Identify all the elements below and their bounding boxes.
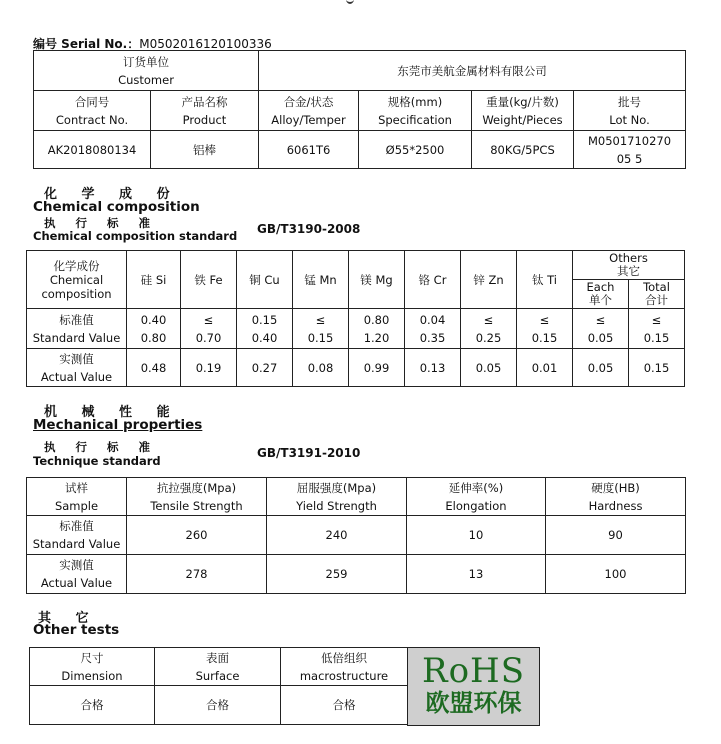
hardness-std: 90 <box>546 516 686 555</box>
chem-label-cell: 化学成份 Chemical composition <box>27 251 127 309</box>
chem-actual-cell: 0.99 <box>349 349 405 387</box>
macrostructure-value: 合格 <box>281 686 408 725</box>
element-ti: 钛 Ti <box>517 251 573 309</box>
customer-zh: 订货单位 <box>123 54 169 69</box>
chem-std-cell: ≤ 0.15 <box>629 309 685 349</box>
element-mg: 镁 Mg <box>349 251 405 309</box>
element-mn: 锰 Mn <box>293 251 349 309</box>
chem-std-cell: ≤ 0.15 <box>517 309 573 349</box>
chem-actual-cell: 0.01 <box>517 349 573 387</box>
element-fe: 铁 Fe <box>181 251 237 309</box>
element-cu: 铜 Cu <box>237 251 293 309</box>
hardness-header: 硬度(HB) Hardness <box>546 478 686 516</box>
other-title-en: Other tests <box>33 622 120 638</box>
chem-std-cell: 0.80 1.20 <box>349 309 405 349</box>
chem-actual-cell: 0.08 <box>293 349 349 387</box>
surface-header: 表面 Surface <box>155 648 281 686</box>
chem-std-cell: ≤ 0.15 <box>293 309 349 349</box>
sample-header: 试样 Sample <box>27 478 127 516</box>
mech-title-zh: 机 械 性 能 <box>44 405 180 420</box>
dimension-header: 尺寸 Dimension <box>30 648 155 686</box>
rohs-zh-text: 欧盟环保 <box>425 689 522 717</box>
chem-std-cell: 0.15 0.40 <box>237 309 293 349</box>
chem-actual-cell: 0.05 <box>573 349 629 387</box>
yield-std: 240 <box>267 516 407 555</box>
rohs-text: RoHS <box>421 651 525 691</box>
chem-std-cell: ≤ 0.70 <box>181 309 237 349</box>
element-si: 硅 Si <box>127 251 181 309</box>
chem-actual-cell: 0.05 <box>461 349 517 387</box>
chem-actual-cell: 0.48 <box>127 349 181 387</box>
serial-label: 编号 Serial No.： <box>33 37 140 51</box>
spec-value: Ø55*2500 <box>359 131 472 169</box>
other-table <box>29 647 408 725</box>
weight-value: 80KG/5PCS <box>472 131 574 169</box>
info-table <box>33 50 686 169</box>
dimension-value: 合格 <box>30 686 155 725</box>
chem-title-en: Chemical composition <box>33 199 200 215</box>
customer-en: Customer <box>118 72 174 87</box>
chem-title-zh: 化 学 成 份 <box>44 187 180 202</box>
hardness-actual: 100 <box>546 555 686 594</box>
chem-std-en: Chemical composition standard <box>33 229 238 243</box>
mech-actual-label: 实测值 Actual Value <box>27 555 127 594</box>
mech-std-label: 标准值 Standard Value <box>27 516 127 555</box>
elongation-header: 延伸率(%) Elongation <box>407 478 546 516</box>
chem-actual-label: 实测值 Actual Value <box>27 349 127 387</box>
chem-actual-cell: 0.15 <box>629 349 685 387</box>
yield-actual: 259 <box>267 555 407 594</box>
tensile-std: 260 <box>127 516 267 555</box>
each-header: Each 单个 <box>573 280 629 309</box>
chem-std-cell: 0.40 0.80 <box>127 309 181 349</box>
mech-table <box>26 477 686 594</box>
chem-actual-cell: 0.27 <box>237 349 293 387</box>
chem-actual-cell: 0.13 <box>405 349 461 387</box>
tensile-header: 抗拉强度(Mpa) Tensile Strength <box>127 478 267 516</box>
chem-actual-cell: 0.19 <box>181 349 237 387</box>
mech-std-en: Technique standard <box>33 454 161 468</box>
surface-value: 合格 <box>155 686 281 725</box>
chem-std-label: 标准值 Standard Value <box>27 309 127 349</box>
macrostructure-header: 低倍组织 macrostructure <box>281 648 408 686</box>
other-title-zh: 其 它 <box>38 611 99 626</box>
mech-std-zh: 执 行 标 准 <box>44 440 159 454</box>
alloy-value: 6061T6 <box>259 131 359 169</box>
chem-std-cell: ≤ 0.05 <box>573 309 629 349</box>
product-header: 产品名称 Product <box>151 91 259 131</box>
chem-std-cell: 0.04 0.35 <box>405 309 461 349</box>
chem-actual-row <box>27 349 685 387</box>
mech-title-en: Mechanical properties <box>33 417 203 433</box>
chem-table <box>26 250 685 387</box>
mech-std-value: GB/T3191-2010 <box>257 446 361 460</box>
alloy-header: 合金/状态 Alloy/Temper <box>259 91 359 131</box>
customer-value: 东莞市美航金属材料有限公司 <box>259 51 686 91</box>
element-zn: 锌 Zn <box>461 251 517 309</box>
tensile-actual: 278 <box>127 555 267 594</box>
chem-std-row <box>27 309 685 349</box>
customer-label-cell <box>34 51 259 91</box>
contract-header: 合同号 Contract No. <box>34 91 151 131</box>
serial-value: M0502016120100336 <box>139 37 272 51</box>
elongation-actual: 13 <box>407 555 546 594</box>
total-header: Total 合计 <box>629 280 685 309</box>
elongation-std: 10 <box>407 516 546 555</box>
weight-header: 重量(kg/片数) Weight/Pieces <box>472 91 574 131</box>
spec-header: 规格(mm) Specification <box>359 91 472 131</box>
others-header: Others 其它 <box>573 251 685 280</box>
chem-std-value: GB/T3190-2008 <box>257 222 361 236</box>
top-mark <box>346 0 354 4</box>
yield-header: 屈服强度(Mpa) Yield Strength <box>267 478 407 516</box>
contract-value: AK2018080134 <box>34 131 151 169</box>
lot-value: M050171027005 5 <box>574 131 686 169</box>
element-cr: 铬 Cr <box>405 251 461 309</box>
chem-std-cell: ≤ 0.25 <box>461 309 517 349</box>
chem-std-zh: 执 行 标 准 <box>44 216 159 230</box>
product-value: 铝棒 <box>151 131 259 169</box>
rohs-logo <box>407 647 540 726</box>
lot-header: 批号 Lot No. <box>574 91 686 131</box>
